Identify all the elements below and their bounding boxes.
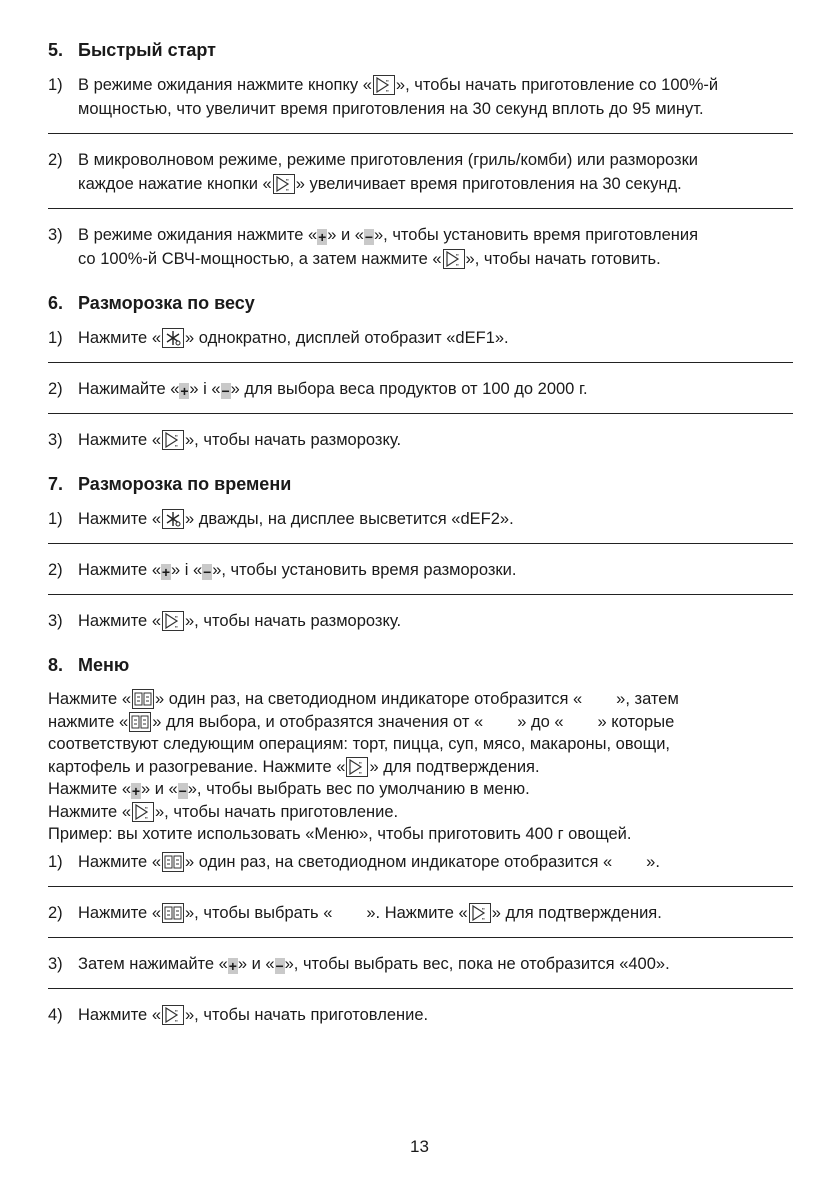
svg-text:▪▪: ▪▪ [455,262,459,267]
svg-text:▪▪: ▪▪ [175,1017,178,1023]
list-item: 3) Затем нажимайте «+» и «−», чтобы выбрать вес, пока не отобразится «400». [48,954,670,974]
snowflake-defrost-icon [162,509,184,529]
section-heading: 6. Разморозка по весу [48,293,255,313]
divider [48,413,793,414]
list-item: 2) Нажмите «+» і «−», чтобы установить время разморозки. [48,561,517,580]
start-ok-icon [132,802,154,822]
svg-text:▪▪: ▪▪ [285,187,289,192]
menu-description: Нажмите « » один раз, на светодиодном индикаторе отобразится « », затем нажмите « » для выбора, и отобразятся значения от « » до « » которые соответствуют следующим операциям: торт, пицца, суп, мясо, макароны, овощи, картофель и разогревание. Нажмите « ▪▪ ▪▪ » для подтверждения. Нажмите «+» и «−», чтобы выбрать вес по умолчанию в меню. Нажмите « ▪▪ ▪▪ », чтобы начать приготовление. Пример: вы хотите использовать «Меню», чтобы приготовить 400 г овощей. [48,690,679,843]
plus-icon: + [161,564,171,580]
snowflake-defrost-icon [162,328,184,348]
svg-text:▪▪: ▪▪ [145,814,148,820]
start-ok-icon [346,757,368,777]
minus-icon: − [203,564,212,580]
start-ok-icon [469,903,491,923]
section-heading: 7. Разморозка по времени [48,474,292,494]
section-menu [48,655,793,1027]
list-item: 1) Нажмите « » один раз, на светодиодном индикаторе отобразится « ». [48,852,660,871]
start-ok-icon [162,1005,184,1025]
list-item: 1) Нажмите « » однократно, дисплей отобразит «dEF1». [48,329,509,347]
section-heading: 8. Меню [48,655,130,675]
svg-text:▪▪: ▪▪ [285,177,289,182]
section-heading: 5. Быстрый старт [48,40,216,60]
list-item: 1) Нажмите « » дважды, на дисплее высветится «dEF2». [48,510,514,528]
section-defrost-time [48,474,793,633]
menu-icon [162,903,184,923]
menu-icon [129,712,151,732]
minus-icon: − [275,957,284,974]
divider [48,543,793,544]
plus-icon: + [318,229,327,245]
svg-text:▪▪: ▪▪ [175,433,178,438]
divider [48,886,793,887]
divider [48,208,793,209]
list-item: 2) Нажмите « », чтобы выбрать « ». Нажмите « ▪▪ ▪▪ » для подтверждения. [48,903,662,922]
list-item: 1) В режиме ожидания нажмите кнопку « ▪▪ ▪▪ », чтобы начать приготовление со 100%-й мощностью, что увеличит время приготовления на 30 секунд вплоть до 95 минут. [48,76,719,118]
minus-icon: − [178,783,187,799]
page-number: 13 [410,1137,429,1156]
svg-text:▪▪: ▪▪ [175,1007,178,1013]
section-defrost-weight [48,293,793,452]
svg-text:▪▪: ▪▪ [359,769,363,775]
start-ok-icon [162,430,184,450]
list-item: 3) Нажмите « ▪▪ ▪▪ », чтобы начать разморозку. [48,431,402,449]
divider [48,937,793,938]
svg-text:▪▪: ▪▪ [175,614,178,619]
divider [48,988,793,989]
plus-icon: + [180,383,189,399]
svg-text:▪▪: ▪▪ [175,624,178,629]
svg-text:▪▪: ▪▪ [385,78,389,83]
menu-icon [162,852,184,872]
start-ok-icon [273,174,295,194]
start-ok-icon [443,249,465,269]
svg-text:▪▪: ▪▪ [481,905,485,911]
list-item: 3) В режиме ожидания нажмите «+» и «−», чтобы установить время приготовления со 100%-й СВЧ-мощностью, а затем нажмите « ▪▪ ▪▪ », чтобы начать готовить. [48,226,699,268]
plus-icon: + [228,957,237,974]
minus-icon: − [364,229,374,245]
manual-page [48,40,793,1049]
svg-text:▪▪: ▪▪ [481,915,485,921]
list-item: 4) Нажмите « ▪▪ ▪▪ », чтобы начать приготовление. [48,1005,429,1024]
list-item: 3) Нажмите « ▪▪ ▪▪ », чтобы начать разморозку. [48,612,402,630]
menu-icon [132,689,154,709]
svg-text:▪▪: ▪▪ [175,443,178,448]
svg-text:▪▪: ▪▪ [359,759,363,765]
start-ok-icon [162,611,184,631]
divider [48,133,793,134]
divider [48,362,793,363]
list-item: 2) В микроволновом режиме, режиме приготовления (гриль/комби) или разморозки каждое нажатие кнопки « ▪▪ ▪▪ » увеличивает время приготовления на 30 секунд. [48,151,699,193]
plus-icon: + [131,783,141,799]
section-quick-start [48,40,793,271]
svg-text:▪▪: ▪▪ [455,252,459,257]
svg-text:▪▪: ▪▪ [145,804,148,810]
minus-icon: − [221,383,230,399]
start-ok-icon [373,75,395,95]
svg-text:▪▪: ▪▪ [385,88,389,93]
divider [48,594,793,595]
list-item: 2) Нажимайте «+» і «−» для выбора веса продуктов от 100 до 2000 г. [48,380,588,399]
